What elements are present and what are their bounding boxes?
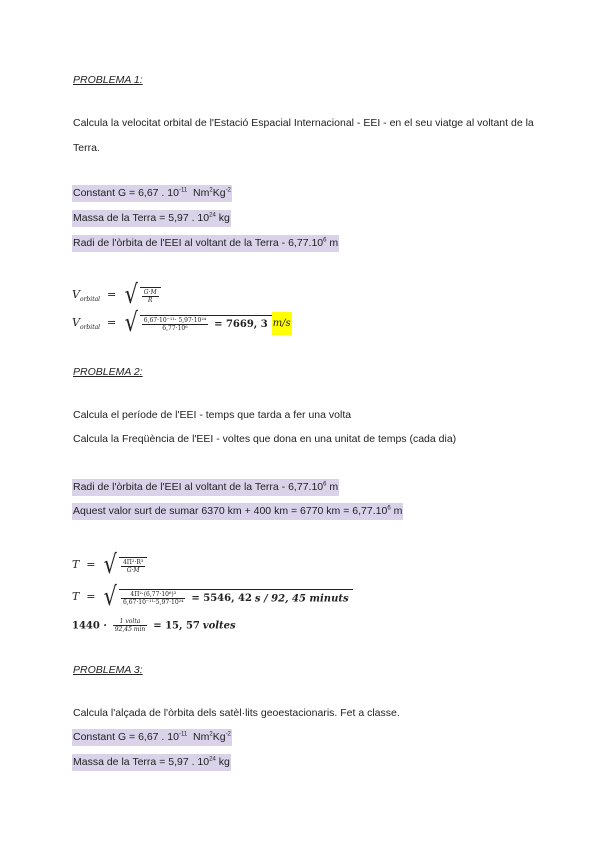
problem1-orbit-radius: Radi de l'òrbita de l'EEI al voltant de la Terra - 6,77.10$^6$ m xyxy=(72,235,339,252)
problem1-statement-line2: Terra. xyxy=(73,142,100,154)
problem1-result-units: m/s xyxy=(272,312,292,335)
problem3-constant-g: Constant G = 6,67 . $10^{-11}$ $Nm^2Kg^{-2}$ xyxy=(72,729,232,746)
problem1-formula-general: $V_{orbital}$ = √ $\frac{G\cdot M}{R}$ xyxy=(72,282,161,308)
problem3-line1: Calcula l'alçada de l'òrbita dels satèl·lits geoestacionaris. Fet a classe. xyxy=(73,707,400,719)
problem2-radius-sum: Aquest valor surt de sumar 6370 km + 400 km = 6770 km = $6,77.10^6$ m xyxy=(72,503,403,520)
problem1-constant-g: Constant G = 6,67 . $10^{-11}$ $Nm^2Kg^{-2}$ xyxy=(72,185,232,202)
problem2-frequency-formula: 1440 · $\frac{\text{1 volta}}{92,45 \min}$ = 15, 57 voltes xyxy=(72,618,236,633)
problem3-earth-mass: Massa de la Terra = 5,97 . $10^{24}$ kg xyxy=(72,754,231,771)
problem3-heading: PROBLEMA 3: xyxy=(73,664,143,676)
problem2-line2: Calcula la Freqüència de l'EEI - voltes que dona en una unitat de temps (cada dia) xyxy=(73,433,457,445)
problem1-statement-line1: Calcula la velocitat orbital de l'Estació Espacial Internacional - EEI - en el seu viatge al voltant de la xyxy=(73,117,534,129)
problem2-period-formula-general: T = √ $\frac{\text{4Π²·R³}}{G\cdot M}$ xyxy=(72,552,147,578)
problem1-formula-numeric: $V_{orbital}$ = √ $\frac{\text{6,67·10⁻¹¹· 5,97·10²⁴}}{\text{6,77·10⁶}}$ = 7669, 3 m/s xyxy=(72,308,291,338)
problem2-period-formula-numeric: T = √ $\frac{\text{4Π²·(6,77·10⁶)³}}{\text{6,67·10⁻¹¹·5,97·10²⁴}}$ = 5546, 42 s / 92, 45 minuts xyxy=(72,584,353,610)
problem2-orbit-radius: Radi de l'òrbita de l'EEI al voltant de la Terra - 6,77.10$^6$ m xyxy=(72,479,339,496)
problem1-heading: PROBLEMA 1: xyxy=(73,74,143,86)
problem2-heading: PROBLEMA 2: xyxy=(73,366,143,378)
problem2-line1: Calcula el període de l'EEI - temps que tarda a fer una volta xyxy=(73,409,352,421)
problem1-earth-mass: Massa de la Terra = 5,97 . $10^{24}$ kg xyxy=(72,210,231,227)
